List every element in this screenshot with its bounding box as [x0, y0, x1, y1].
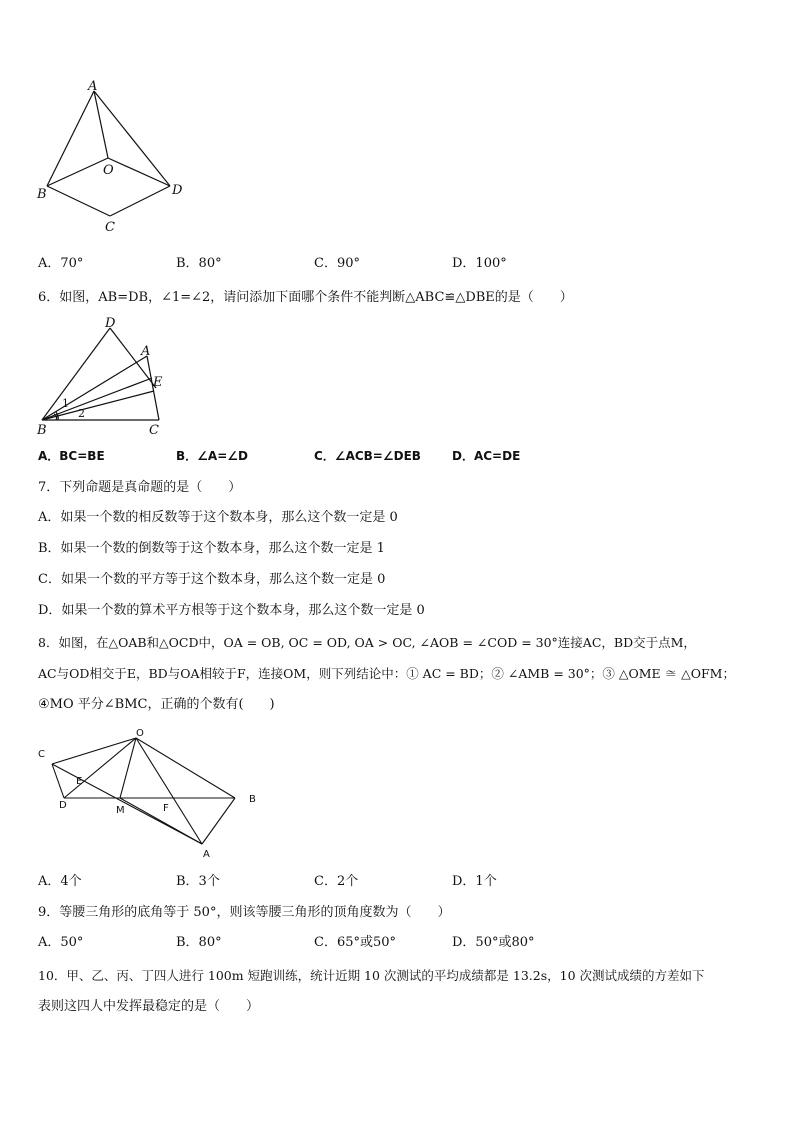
q8-stem-line2: AC与OD相交于E，BD与OA相较于F，连接OM，则下列结论中：① AC = BD；② ∠AMB = 30°；③ △OME ≅ △OFM；	[38, 666, 735, 681]
q6-stem: 6．如图，AB=DB，∠1=∠2，请问添加下面哪个条件不能判断△ABC≌△DBE的是（ ）	[38, 290, 573, 305]
label-O: O	[103, 163, 114, 178]
q10-stem-line1: 10．甲、乙、丙、丁四人进行 100m 短跑训练，统计近期 10 次测试的平均成绩都是 13.2s，10 次测试成绩的方差如下	[38, 968, 705, 983]
label-B: B	[37, 187, 47, 202]
q9-stem: 9．等腰三角形的底角等于 50°，则该等腰三角形的顶角度数为（ ）	[38, 905, 451, 920]
q5-option-a: A．70°	[38, 256, 84, 271]
label-2: 2	[78, 407, 85, 420]
label-C: C	[105, 220, 115, 235]
q7-stem: 7．下列命题是真命题的是（ ）	[38, 480, 242, 495]
q9-option-c: C．65°或50°	[314, 935, 397, 950]
q7-option-c: C．如果一个数的平方等于这个数本身，那么这个数一定是 0	[38, 572, 386, 587]
label-C: C	[38, 749, 45, 760]
q6-option-a: A．BC=BE	[38, 449, 105, 463]
label-D: D	[105, 316, 116, 331]
label-F: F	[163, 803, 169, 814]
q9-option-a: A．50°	[38, 935, 84, 950]
q7-option-b: B．如果一个数的倒数等于这个数本身，那么这个数一定是 1	[38, 541, 385, 556]
label-E: E	[76, 776, 83, 787]
label-O: O	[136, 728, 144, 739]
label-B: B	[249, 794, 256, 805]
q8-stem-line1: 8．如图，在△OAB和△OCD中，OA = OB, OC = OD, OA > OC, ∠AOB = ∠COD = 30°连接AC，BD交于点M，	[38, 635, 696, 650]
q9-option-d: D．50°或80°	[452, 935, 535, 950]
label-B: B	[37, 423, 47, 438]
q6-option-b: B．∠A=∠D	[176, 449, 248, 463]
label-D: D	[172, 183, 183, 198]
q8-option-b: B．3个	[176, 874, 220, 889]
label-M: M	[116, 805, 125, 816]
q8-option-c: C．2个	[314, 874, 359, 889]
q5-option-b: B．80°	[176, 256, 222, 271]
q9-option-b: B．80°	[176, 935, 222, 950]
label-A: A	[203, 849, 210, 860]
label-D: D	[59, 800, 67, 811]
label-C: C	[149, 423, 159, 438]
q6-option-d: D．AC=DE	[452, 449, 521, 463]
q5-option-c: C．90°	[314, 256, 360, 271]
label-1: 1	[62, 397, 69, 410]
q10-stem-line2: 表则这四人中发挥最稳定的是（ ）	[38, 999, 260, 1014]
q8-figure	[32, 726, 272, 864]
q5-option-d: D．100°	[452, 256, 507, 271]
q7-option-d: D．如果一个数的算术平方根等于这个数本身，那么这个数一定是 0	[38, 603, 425, 618]
label-E: E	[153, 375, 163, 390]
q6-option-c: C．∠ACB=∠DEB	[314, 449, 421, 463]
q7-option-a: A．如果一个数的相反数等于这个数本身，那么这个数一定是 0	[38, 510, 398, 525]
q8-option-d: D．1个	[452, 874, 497, 889]
label-A: A	[141, 344, 151, 359]
q8-option-a: A．4个	[38, 874, 82, 889]
q5-figure	[30, 78, 200, 238]
q6-figure	[32, 316, 167, 440]
label-A: A	[88, 79, 98, 94]
q8-stem-line3: ④MO 平分∠BMC，正确的个数有( )	[38, 697, 275, 712]
